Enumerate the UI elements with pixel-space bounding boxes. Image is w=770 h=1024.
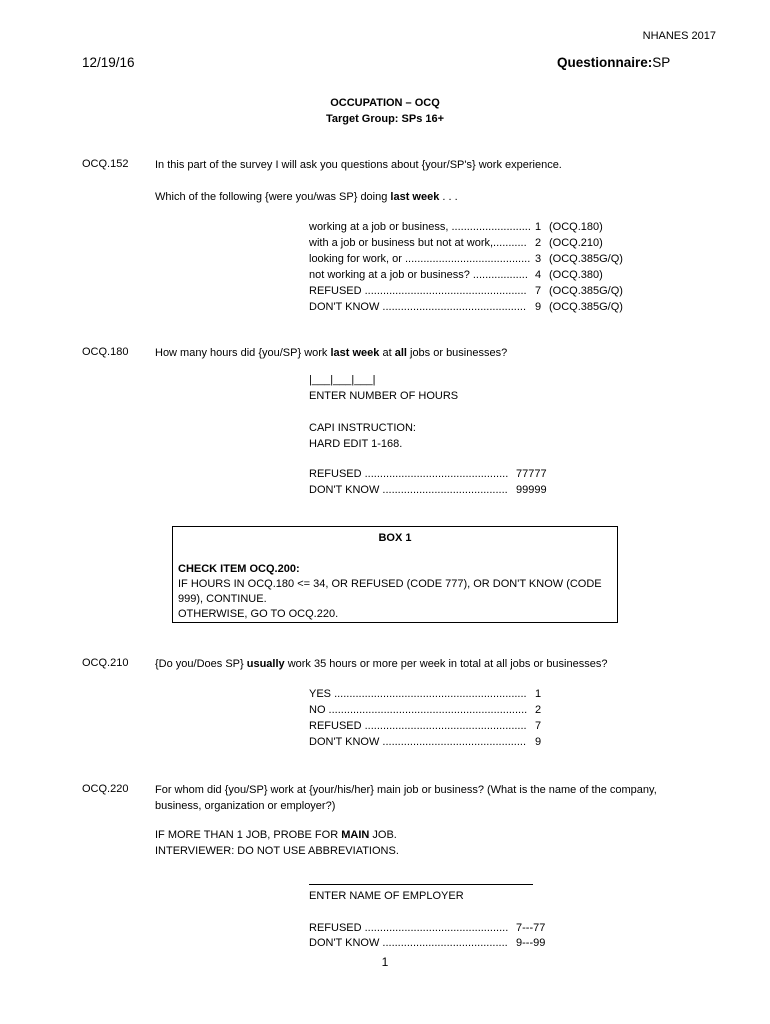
prompt-bold: last week — [390, 191, 440, 203]
text-bold: last week — [330, 347, 380, 359]
option-label: DON'T KNOW ............................................... — [309, 301, 527, 313]
option-code: 2 — [535, 704, 542, 716]
question-prompt-ocq152 — [155, 189, 715, 206]
option-goto: (OCQ.380) — [549, 269, 603, 281]
option-code: 77777 — [516, 468, 547, 480]
text-mid: at — [379, 347, 395, 359]
option-code: 9 — [535, 736, 542, 748]
option-code: 99999 — [516, 484, 547, 496]
option-code: 2 — [535, 237, 542, 249]
option-code: 7 — [535, 285, 542, 297]
section-title: OCCUPATION – OCQ — [330, 97, 440, 109]
list-item — [309, 484, 639, 496]
probe-pre: IF MORE THAN 1 JOB, PROBE FOR — [155, 829, 342, 841]
option-label: looking for work, or ......................................... — [309, 253, 531, 265]
list-item — [309, 221, 639, 233]
option-label: not working at a job or business? .................. — [309, 269, 528, 281]
questionnaire-label-bold: Questionnaire: — [557, 55, 653, 70]
questionnaire-value: SP — [652, 55, 671, 70]
list-item — [309, 720, 639, 732]
option-code: 7---77 — [516, 922, 546, 934]
list-item — [309, 269, 639, 281]
option-label: REFUSED ............................................... — [309, 468, 509, 480]
option-label: REFUSED ............................................... — [309, 922, 509, 934]
list-item — [309, 285, 639, 297]
option-label: DON'T KNOW ......................................... — [309, 484, 508, 496]
option-goto: (OCQ.385G/Q) — [549, 301, 623, 313]
probe-instruction — [155, 827, 715, 844]
option-label: YES ............................................................... — [309, 688, 527, 700]
option-goto: (OCQ.385G/Q) — [549, 253, 623, 265]
question-id-ocq210: OCQ.210 — [82, 657, 129, 669]
list-item — [309, 253, 639, 265]
question-text-ocq210 — [155, 656, 715, 673]
list-item — [309, 237, 639, 249]
check-item-line: OTHERWISE, GO TO OCQ.220. — [178, 608, 339, 620]
probe-post: JOB. — [369, 829, 397, 841]
list-item — [309, 688, 639, 700]
question-text-ocq220-line2: business, organization or employer?) — [155, 800, 336, 812]
survey-name: NHANES 2017 — [642, 30, 716, 42]
option-code: 1 — [535, 221, 542, 233]
list-item — [309, 468, 639, 480]
list-item — [309, 704, 639, 716]
check-item-box — [172, 526, 618, 623]
question-id-ocq152: OCQ.152 — [82, 158, 129, 170]
box-title: BOX 1 — [378, 532, 412, 544]
list-item — [309, 736, 639, 748]
document-date: 12/19/16 — [82, 55, 135, 70]
option-code: 4 — [535, 269, 542, 281]
question-id-ocq180: OCQ.180 — [82, 346, 129, 358]
option-label: with a job or business but not at work,........... — [309, 237, 527, 249]
text-bold: usually — [246, 658, 285, 670]
option-code: 7 — [535, 720, 542, 732]
option-label: working at a job or business, .......................... — [309, 221, 531, 233]
option-goto: (OCQ.180) — [549, 221, 603, 233]
capi-instruction-text: HARD EDIT 1-168. — [309, 438, 403, 450]
option-label: DON'T KNOW ......................................... — [309, 937, 508, 949]
question-text-ocq180 — [155, 345, 715, 362]
prompt-pre: Which of the following {were you/was SP} doing — [155, 191, 391, 203]
option-label: DON'T KNOW ............................................... — [309, 736, 527, 748]
option-code: 9---99 — [516, 937, 546, 949]
employer-entry-line[interactable] — [309, 884, 533, 885]
option-goto: (OCQ.385G/Q) — [549, 285, 623, 297]
text-post: jobs or businesses? — [406, 347, 508, 359]
target-group: Target Group: SPs 16+ — [325, 113, 445, 125]
option-goto: (OCQ.210) — [549, 237, 603, 249]
text-post: work 35 hours or more per week in total at all jobs or businesses? — [284, 658, 608, 670]
probe-bold: MAIN — [341, 829, 370, 841]
list-item — [309, 937, 639, 949]
option-label: NO ................................................................. — [309, 704, 528, 716]
question-text-ocq220-line1: For whom did {you/SP} work at {your/his/her} main job or business? (What is the name of the company, — [155, 784, 657, 796]
option-code: 1 — [535, 688, 542, 700]
option-label: REFUSED ..................................................... — [309, 720, 527, 732]
entry-label: ENTER NUMBER OF HOURS — [309, 390, 459, 402]
text-bold: all — [394, 347, 407, 359]
list-item — [309, 301, 639, 313]
text-pre: {Do you/Does SP} — [155, 658, 247, 670]
page-number: 1 — [381, 955, 389, 969]
option-code: 3 — [535, 253, 542, 265]
check-item-title: CHECK ITEM OCQ.200: — [178, 563, 300, 575]
questionnaire-label — [557, 55, 670, 70]
list-item — [309, 922, 639, 934]
capi-instruction-title: CAPI INSTRUCTION: — [309, 422, 416, 434]
prompt-post: . . . — [439, 191, 458, 203]
question-id-ocq220: OCQ.220 — [82, 783, 129, 795]
entry-label: ENTER NAME OF EMPLOYER — [309, 890, 464, 902]
check-item-line: IF HOURS IN OCQ.180 <= 34, OR REFUSED (CODE 777), OR DON'T KNOW (CODE — [178, 578, 602, 590]
question-text-ocq152: In this part of the survey I will ask you questions about {your/SP's} work experience. — [155, 159, 562, 171]
hours-entry-box[interactable]: |___|___|___| — [309, 374, 376, 386]
interviewer-instruction: INTERVIEWER: DO NOT USE ABBREVIATIONS. — [155, 845, 399, 857]
option-code: 9 — [535, 301, 542, 313]
option-label: REFUSED ..................................................... — [309, 285, 527, 297]
check-item-line: 999), CONTINUE. — [178, 593, 267, 605]
text-pre: How many hours did {you/SP} work — [155, 347, 331, 359]
